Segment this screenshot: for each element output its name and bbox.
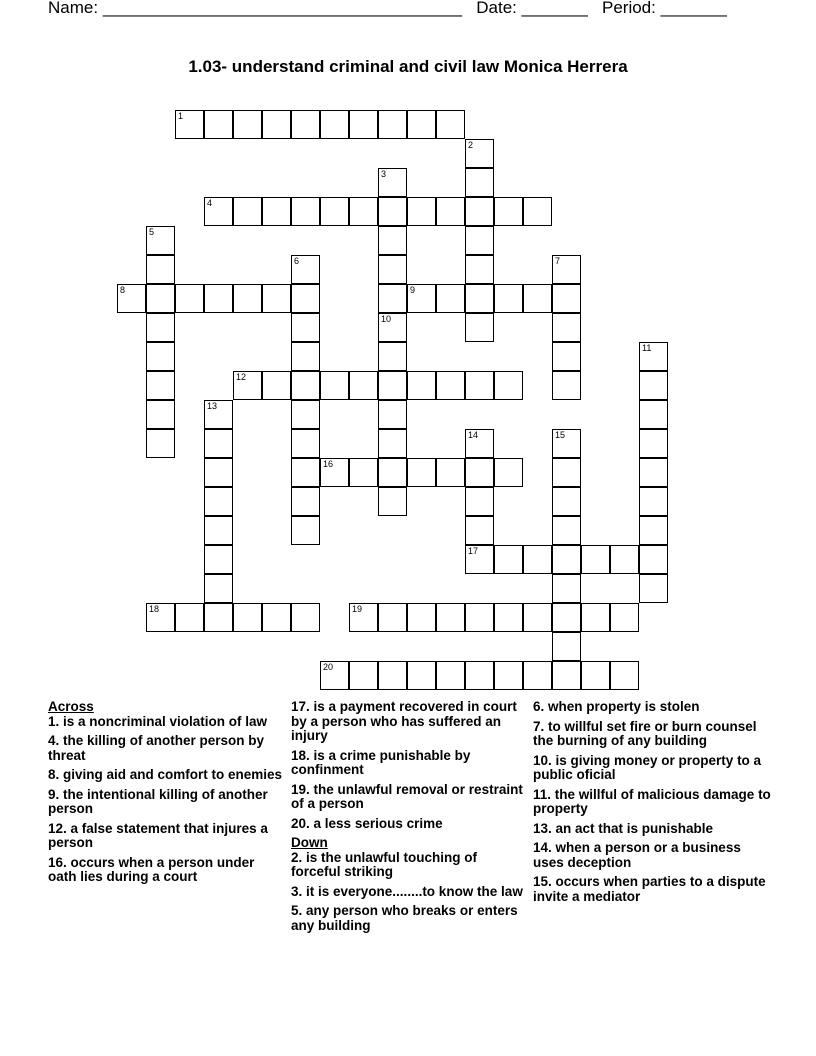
clue-text: to willful set fire or burn counsel the burning of any building [533,718,757,748]
grid-cell[interactable] [465,661,494,690]
grid-cell[interactable] [291,284,320,313]
down-clue-list [291,851,529,934]
grid-cell[interactable] [610,545,639,574]
grid-cell[interactable] [378,487,407,516]
grid-cell[interactable] [262,197,291,226]
grid-cell[interactable] [407,603,436,632]
grid-cell[interactable] [204,458,233,487]
grid-cell[interactable] [291,487,320,516]
clue-number: 9. [48,786,60,802]
clue-number: 18. [291,747,310,763]
grid-cell[interactable] [233,110,262,139]
page-title: 1.03- understand criminal and civil law Monica Herrera [188,57,628,76]
clue-item [48,734,286,763]
cell-number: 15 [555,430,566,440]
grid-cell[interactable] [378,284,407,313]
grid-cell[interactable] [291,255,320,284]
grid-cell[interactable] [146,371,175,400]
name-field[interactable]: ______________________________________ [102,0,463,17]
cell-number: 20 [323,662,334,672]
down-heading: Down [291,835,328,850]
clues-column-2 [291,700,529,938]
cell-number: 11 [642,343,652,353]
grid-cell[interactable] [610,603,639,632]
grid-cell[interactable] [146,284,175,313]
clue-text: when property is stolen [544,699,700,714]
clue-text: is a noncriminal violation of law [59,713,268,729]
grid-cell[interactable] [407,458,436,487]
grid-cell[interactable] [378,197,407,226]
clue-number: 15. [533,874,552,889]
grid-cell[interactable] [204,110,233,139]
grid-cell[interactable] [494,371,523,400]
grid-cell[interactable] [465,168,494,197]
grid-cell[interactable] [552,661,581,690]
grid-cell[interactable] [494,197,523,226]
grid-cell[interactable] [175,603,204,632]
grid-cell[interactable] [349,371,378,400]
clue-text: it is everyone........to know the law [302,883,523,899]
clue-number: 16. [48,854,67,870]
grid-cell[interactable] [146,603,175,632]
grid-cell[interactable] [320,197,349,226]
grid-cell[interactable] [436,110,465,139]
clue-number: 3. [291,883,303,899]
cell-number: 4 [207,198,213,208]
grid-cell[interactable] [204,197,233,226]
clue-item [48,856,286,885]
grid-cell[interactable] [639,371,668,400]
grid-cell[interactable] [291,197,320,226]
grid-cell[interactable] [407,197,436,226]
clue-number: 1. [48,713,60,729]
grid-cell[interactable] [233,371,262,400]
clue-item [291,700,529,744]
grid-cell[interactable] [639,400,668,429]
grid-cell[interactable] [378,255,407,284]
clue-item [533,700,771,715]
grid-cell[interactable] [291,371,320,400]
grid-cell[interactable] [436,284,465,313]
cell-number: 8 [120,285,126,295]
grid-cell[interactable] [552,313,581,342]
grid-cell[interactable] [320,371,349,400]
grid-cell[interactable] [378,110,407,139]
across-heading: Across [48,699,94,714]
grid-cell[interactable] [204,284,233,313]
grid-cell[interactable] [465,139,494,168]
grid-cell[interactable] [494,661,523,690]
clue-number: 7. [533,718,545,734]
date-field[interactable]: _______ [521,0,588,17]
cell-number: 13 [207,401,218,411]
clue-text: occurs when parties to a dispute invite a mediator [533,874,766,904]
grid-cell[interactable] [465,487,494,516]
grid-cell[interactable] [494,545,523,574]
grid-cell[interactable] [552,342,581,371]
grid-cell[interactable] [465,226,494,255]
grid-cell[interactable] [552,545,581,574]
grid-cell[interactable] [204,574,233,603]
grid-cell[interactable] [204,603,233,632]
grid-cell[interactable] [552,603,581,632]
grid-cell[interactable] [581,603,610,632]
grid-cell[interactable] [378,371,407,400]
grid-cell[interactable] [291,516,320,545]
grid-cell[interactable] [204,400,233,429]
clue-item [291,904,529,933]
grid-cell[interactable] [523,661,552,690]
grid-cell[interactable] [291,603,320,632]
grid-cell[interactable] [117,284,146,313]
clue-text: the intentional killing of another person [48,786,268,816]
grid-cell[interactable] [436,458,465,487]
grid-cell[interactable] [407,661,436,690]
grid-cell[interactable] [146,255,175,284]
grid-cell[interactable] [146,400,175,429]
grid-cell[interactable] [639,545,668,574]
clue-number: 2. [291,849,303,865]
clue-item [48,822,286,851]
clue-text: a false statement that injures a person [48,820,268,850]
cell-number: 12 [236,372,247,382]
clue-item [291,817,529,832]
grid-cell[interactable] [465,313,494,342]
grid-cell[interactable] [552,516,581,545]
grid-cell[interactable] [639,516,668,545]
clue-item [533,841,771,870]
grid-cell[interactable] [639,429,668,458]
clue-text: the killing of another person by threat [48,733,265,763]
clue-item [533,754,771,783]
grid-cell[interactable] [291,458,320,487]
grid-cell[interactable] [494,458,523,487]
clue-text: any person who breaks or enters any building [291,903,518,933]
grid-cell[interactable] [291,400,320,429]
period-field[interactable]: _______ [660,0,727,17]
clue-text: is giving money or property to a public oficial [533,752,762,782]
clue-number: 10. [533,752,552,768]
grid-cell[interactable] [378,458,407,487]
cell-number: 9 [410,285,416,295]
cell-number: 18 [149,604,160,614]
clue-number: 5. [291,903,303,918]
grid-cell[interactable] [378,226,407,255]
clue-item [291,885,529,900]
clue-text: the unlawful removal or restraint of a person [291,781,523,811]
across-clue-list-continued [291,700,529,831]
grid-cell[interactable] [291,313,320,342]
grid-cell[interactable] [465,197,494,226]
grid-cell[interactable] [523,545,552,574]
clue-text: is a payment recovered in court by a person who has suffered an injury [291,699,517,743]
cell-number: 16 [323,459,334,469]
cell-number: 1 [178,111,184,121]
clue-number: 4. [48,733,60,748]
grid-cell[interactable] [436,197,465,226]
grid-cell[interactable] [291,110,320,139]
name-label: Name: [48,0,99,17]
grid-cell[interactable] [523,284,552,313]
grid-cell[interactable] [494,603,523,632]
grid-cell[interactable] [175,284,204,313]
grid-cell[interactable] [204,545,233,574]
cell-number: 3 [381,169,387,179]
grid-cell[interactable] [639,458,668,487]
clue-number: 17. [291,699,310,714]
grid-cell[interactable] [378,400,407,429]
grid-cell[interactable] [262,371,291,400]
grid-cell[interactable] [233,197,262,226]
grid-cell[interactable] [291,342,320,371]
grid-cell[interactable] [581,545,610,574]
grid-cell[interactable] [146,226,175,255]
grid-cell[interactable] [552,458,581,487]
grid-cell[interactable] [552,284,581,313]
grid-cell[interactable] [175,110,204,139]
grid-cell[interactable] [204,429,233,458]
clue-text: giving aid and comfort to enemies [59,767,283,782]
grid-cell[interactable] [465,371,494,400]
grid-cell[interactable] [378,313,407,342]
cell-number: 2 [468,140,474,150]
clue-item [291,749,529,778]
grid-cell[interactable] [320,661,349,690]
grid-cell[interactable] [233,603,262,632]
clue-number: 12. [48,820,67,836]
cell-number: 6 [294,256,300,266]
grid-cell[interactable] [407,284,436,313]
grid-cell[interactable] [639,574,668,603]
clue-text: when a person or a business uses deception [533,840,741,870]
grid-cell[interactable] [407,371,436,400]
grid-cell[interactable] [262,284,291,313]
clue-item [291,783,529,812]
grid-cell[interactable] [291,429,320,458]
cell-number: 17 [468,546,479,556]
grid-cell[interactable] [552,632,581,661]
clue-item [48,788,286,817]
grid-cell[interactable] [465,603,494,632]
clue-text: the willful of malicious damage to property [533,786,771,816]
grid-cell[interactable] [552,429,581,458]
grid-cell[interactable] [349,458,378,487]
clues-column-3 [533,700,771,909]
grid-cell[interactable] [552,574,581,603]
grid-cell[interactable] [465,545,494,574]
grid-cell[interactable] [349,110,378,139]
clue-number: 20. [291,815,310,831]
clue-item [48,768,286,783]
grid-cell[interactable] [523,603,552,632]
grid-cell[interactable] [465,516,494,545]
clue-text: is the unlawful touching of forceful striking [291,849,478,879]
grid-cell[interactable] [204,487,233,516]
date-label: Date: [476,0,517,17]
grid-cell[interactable] [552,371,581,400]
clue-number: 6. [533,699,545,714]
grid-cell[interactable] [465,255,494,284]
grid-cell[interactable] [552,255,581,284]
grid-cell[interactable] [378,168,407,197]
cell-number: 19 [352,604,363,614]
clue-item [48,715,286,730]
cell-number: 5 [149,227,155,237]
grid-cell[interactable] [146,342,175,371]
grid-cell[interactable] [407,110,436,139]
grid-cell[interactable] [378,429,407,458]
cell-number: 14 [468,430,479,440]
clue-text: a less serious crime [309,815,443,831]
grid-cell[interactable] [349,661,378,690]
clues-column-1 [48,700,286,890]
clue-item [533,822,771,837]
grid-cell[interactable] [581,661,610,690]
clue-text: an act that is punishable [551,820,714,836]
clue-text: is a crime punishable by confinment [291,747,471,777]
grid-cell[interactable] [436,603,465,632]
grid-cell[interactable] [262,603,291,632]
grid-cell[interactable] [523,197,552,226]
grid-cell[interactable] [349,603,378,632]
grid-cell[interactable] [436,661,465,690]
clue-item [533,875,771,904]
grid-cell[interactable] [233,284,262,313]
grid-cell[interactable] [204,516,233,545]
clue-number: 11. [533,786,552,802]
grid-cell[interactable] [465,284,494,313]
grid-cell[interactable] [639,342,668,371]
period-label: Period: [602,0,656,17]
clue-number: 19. [291,781,310,797]
down-clue-list-continued [533,700,771,904]
grid-cell[interactable] [494,284,523,313]
grid-cell[interactable] [146,429,175,458]
clue-item [291,851,529,880]
grid-cell[interactable] [552,487,581,516]
clue-item [533,720,771,749]
clue-number: 8. [48,767,60,782]
grid-cell[interactable] [378,342,407,371]
grid-cell[interactable] [378,603,407,632]
grid-cell[interactable] [320,110,349,139]
grid-cell[interactable] [349,197,378,226]
clue-text: occurs when a person under oath lies during a court [48,854,255,884]
grid-cell[interactable] [610,661,639,690]
across-clue-list [48,715,286,885]
grid-cell[interactable] [465,458,494,487]
grid-cell[interactable] [262,110,291,139]
grid-cell[interactable] [146,313,175,342]
cell-number: 10 [381,314,392,324]
clue-number: 14. [533,840,552,855]
grid-cell[interactable] [639,487,668,516]
clue-number: 13. [533,820,552,836]
cell-number: 7 [555,256,561,266]
clue-item [533,788,771,817]
grid-cell[interactable] [320,458,349,487]
grid-cell[interactable] [378,661,407,690]
grid-cell[interactable] [436,371,465,400]
grid-cell[interactable] [465,429,494,458]
